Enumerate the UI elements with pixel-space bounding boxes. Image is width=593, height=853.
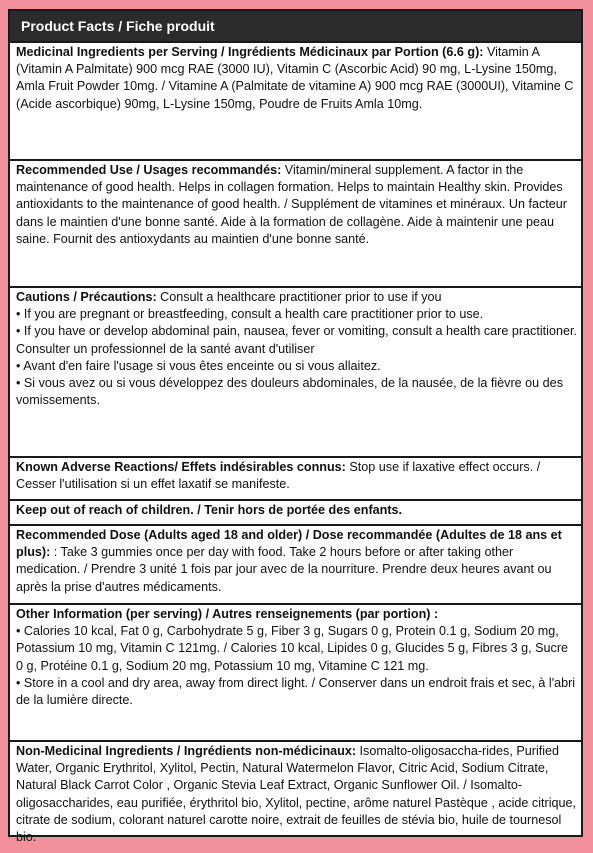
adverse-reactions-section xyxy=(10,456,581,499)
medicinal-ingredients-section xyxy=(10,41,581,159)
caution-line: • Si vous avez ou si vous développez des douleurs abdominales, de la nausée, de la fièvre ou des vomissements. xyxy=(16,376,563,408)
caution-line: • If you have or develop abdominal pain, nausea, fever or vomiting, consult a health care practitioner. xyxy=(16,324,577,339)
info-line: • Store in a cool and dry area, away from direct light. / Conserver dans un endroit frais et sec, à l'abri de la lumière directe. xyxy=(16,675,576,708)
caution-line: • If you are pregnant or breastfeeding, consult a health care practitioner prior to use. xyxy=(16,307,484,322)
section-heading: Cautions / Précautions: xyxy=(16,290,157,304)
recommended-dose-section xyxy=(10,524,581,603)
section-heading: Medicinal Ingredients per Serving / Ingrédients Médicinaux par Portion (6.6 g): xyxy=(16,45,484,59)
info-line: • Calories 10 kcal, Fat 0 g, Carbohydrate 5 g, Fiber 3 g, Sugars 0 g, Protein 0.1 g, Sodium 20 mg, Potassium 10 mg, Vitamin C 121mg. / Calories 10 kcal, Lipides 0 g, Glucides 5 g, Fibres 3 g, Sucre 0 g, Protéine 0.1 g, Sodium 20 mg, Potassium 10 mg, Vitamine C 121 mg. xyxy=(16,624,569,673)
section-heading: Non-Medicinal Ingredients / Ingrédients non-médicinaux: xyxy=(16,744,357,758)
section-heading: Known Adverse Reactions/ Effets indésirables connus: xyxy=(16,460,346,474)
other-information-section xyxy=(10,603,581,740)
section-heading: Recommended Use / Usages recommandés: xyxy=(16,163,282,177)
section-heading: Keep out of reach of children. / Tenir hors de portée des enfants. xyxy=(16,503,403,517)
section-body: Isomalto-oligosaccha-rides, Purified Water, Organic Erythritol, Xylitol, Pectin, Natural Watermelon Flavor, Citric Acid, Sodium Citrate, Natural Black Carrot Color , Organic Stevia Leaf Extract, Organic Sunflower Oil. / Isomalto-oligosaccharides, eau purifiée, érythritol bio, Xylitol, pectine, arôme naturel Pastèque , acide citrique, citrate de sodium, colorant naturel carotte noire, extrait de feuilles de stévia bio, huile de tournesol bio. xyxy=(16,744,577,845)
keep-out-section xyxy=(10,499,581,524)
section-body: Consult a healthcare practitioner prior to use if you xyxy=(156,290,442,304)
section-body: : Take 3 gummies once per day with food. Take 2 hours before or after taking other medication. / Prendre 3 unité 1 fois par jour avec de la nourriture. Prendre deux heures avant ou après la prise d'autres médicaments. xyxy=(16,545,552,594)
panel-title: Product Facts / Fiche produit xyxy=(10,11,581,41)
non-medicinal-ingredients-section xyxy=(10,740,581,848)
recommended-use-section xyxy=(10,159,581,286)
cautions-section xyxy=(10,286,581,456)
section-body: Stop use if laxative effect occurs. / Cesser l'utilisation si un effet laxatif se manifeste. xyxy=(16,460,541,492)
caution-line: • Avant d'en faire l'usage si vous êtes enceinte ou si vous allaitez. xyxy=(16,358,381,373)
product-facts-panel xyxy=(8,9,583,845)
section-heading: Recommended Dose (Adults aged 18 and older) / Dose recommandée (Adultes de 18 ans et plus): xyxy=(16,528,562,560)
section-heading: Other Information (per serving) / Autres renseignements (par portion) : xyxy=(16,607,439,621)
section-body: Vitamin A (Vitamin A Palmitate) 900 mcg RAE (3000 IU), Vitamin C (Ascorbic Acid) 90 mg, L-Lysine 150mg, Amla Fruit Powder 10mg. / Vitamine A (Palmitate de vitamine A) 900 mcg RAE (3000UI), Vitamine C (Acide ascorbique) 90mg, L-Lysine 150mg, Poudre de Fruits Amla 10mg. xyxy=(16,45,574,111)
section-body: Vitamin/mineral supplement. A factor in the maintenance of good health. Helps in collagen formation. Helps to maintain Healthy skin. Provides antioxidants to the maintenance of good health. / Supplément de vitamines et minéraux. Un facteur dans le maintien d'une bonne santé. Aide à la formation de collagène. Aide à maintenir une peau saine. Fournit des antioxydants au maintien d'une bonne santé. xyxy=(16,163,567,246)
caution-line: Consulter un professionnel de la santé avant d'utiliser xyxy=(16,341,315,356)
